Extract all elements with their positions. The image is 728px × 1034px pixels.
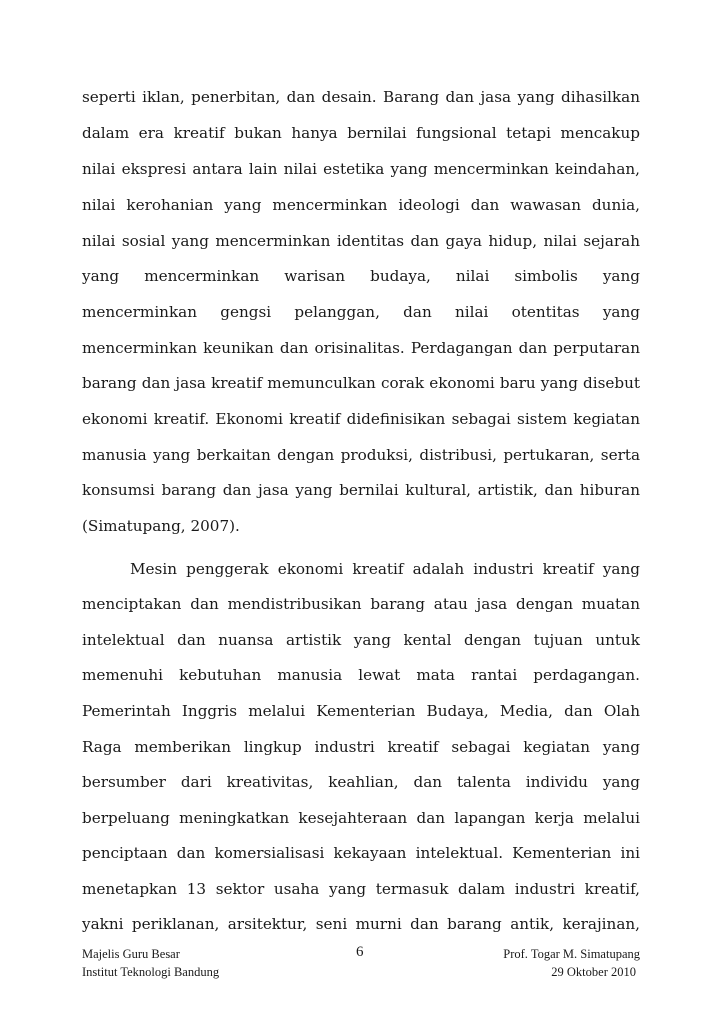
footer-institution-line1: Majelis Guru Besar xyxy=(82,947,180,961)
body-line: yakni periklanan, arsitektur, seni murni dan barang antik, kerajinan, xyxy=(82,915,640,933)
body-line: barang dan jasa kreatif memunculkan corak ekonomi baru yang disebut xyxy=(82,374,640,392)
body-line: ekonomi kreatif. Ekonomi kreatif didefinisikan sebagai sistem kegiatan xyxy=(82,410,640,428)
body-line: intelektual dan nuansa artistik yang kental dengan tujuan untuk xyxy=(82,631,640,649)
body-line: Raga memberikan lingkup industri kreatif sebagai kegiatan yang xyxy=(82,738,640,756)
body-line: berpeluang meningkatkan kesejahteraan dan lapangan kerja melalui xyxy=(82,809,640,827)
body-line: menciptakan dan mendistribusikan barang atau jasa dengan muatan xyxy=(82,595,640,613)
body-line: menetapkan 13 sektor usaha yang termasuk dalam industri kreatif, xyxy=(82,880,640,898)
body-line: mencerminkan gengsi pelanggan, dan nilai otentitas yang xyxy=(82,303,640,321)
body-line: Pemerintah Inggris melalui Kementerian Budaya, Media, dan Olah xyxy=(82,702,640,720)
body-line: yang mencerminkan warisan budaya, nilai simbolis yang xyxy=(82,267,640,285)
footer-date: 29 Oktober 2010 xyxy=(551,965,636,979)
body-line: memenuhi kebutuhan manusia lewat mata rantai perdagangan. xyxy=(82,666,640,684)
body-line: seperti iklan, penerbitan, dan desain. Barang dan jasa yang dihasilkan xyxy=(82,88,640,106)
footer-author: Prof. Togar M. Simatupang xyxy=(503,947,640,961)
footer-institution-line2: Institut Teknologi Bandung xyxy=(82,965,220,979)
body-line: (Simatupang, 2007). xyxy=(82,517,240,535)
body-line: penciptaan dan komersialisasi kekayaan intelektual. Kementerian ini xyxy=(82,844,640,862)
body-line: dalam era kreatif bukan hanya bernilai fungsional tetapi mencakup xyxy=(82,124,640,142)
body-line: nilai ekspresi antara lain nilai estetika yang mencerminkan keindahan, xyxy=(82,160,640,178)
page-number: 6 xyxy=(356,944,364,960)
body-line: konsumsi barang dan jasa yang bernilai kultural, artistik, dan hiburan xyxy=(82,481,640,499)
body-line: bersumber dari kreativitas, keahlian, dan talenta individu yang xyxy=(82,773,640,791)
body-line: Mesin penggerak ekonomi kreatif adalah industri kreatif yang xyxy=(130,560,640,578)
body-line: mencerminkan keunikan dan orisinalitas. Perdagangan dan perputaran xyxy=(82,339,640,357)
body-line: nilai kerohanian yang mencerminkan ideologi dan wawasan dunia, xyxy=(82,196,640,214)
body-line: nilai sosial yang mencerminkan identitas dan gaya hidup, nilai sejarah xyxy=(82,232,640,250)
body-line: manusia yang berkaitan dengan produksi, distribusi, pertukaran, serta xyxy=(82,446,640,464)
